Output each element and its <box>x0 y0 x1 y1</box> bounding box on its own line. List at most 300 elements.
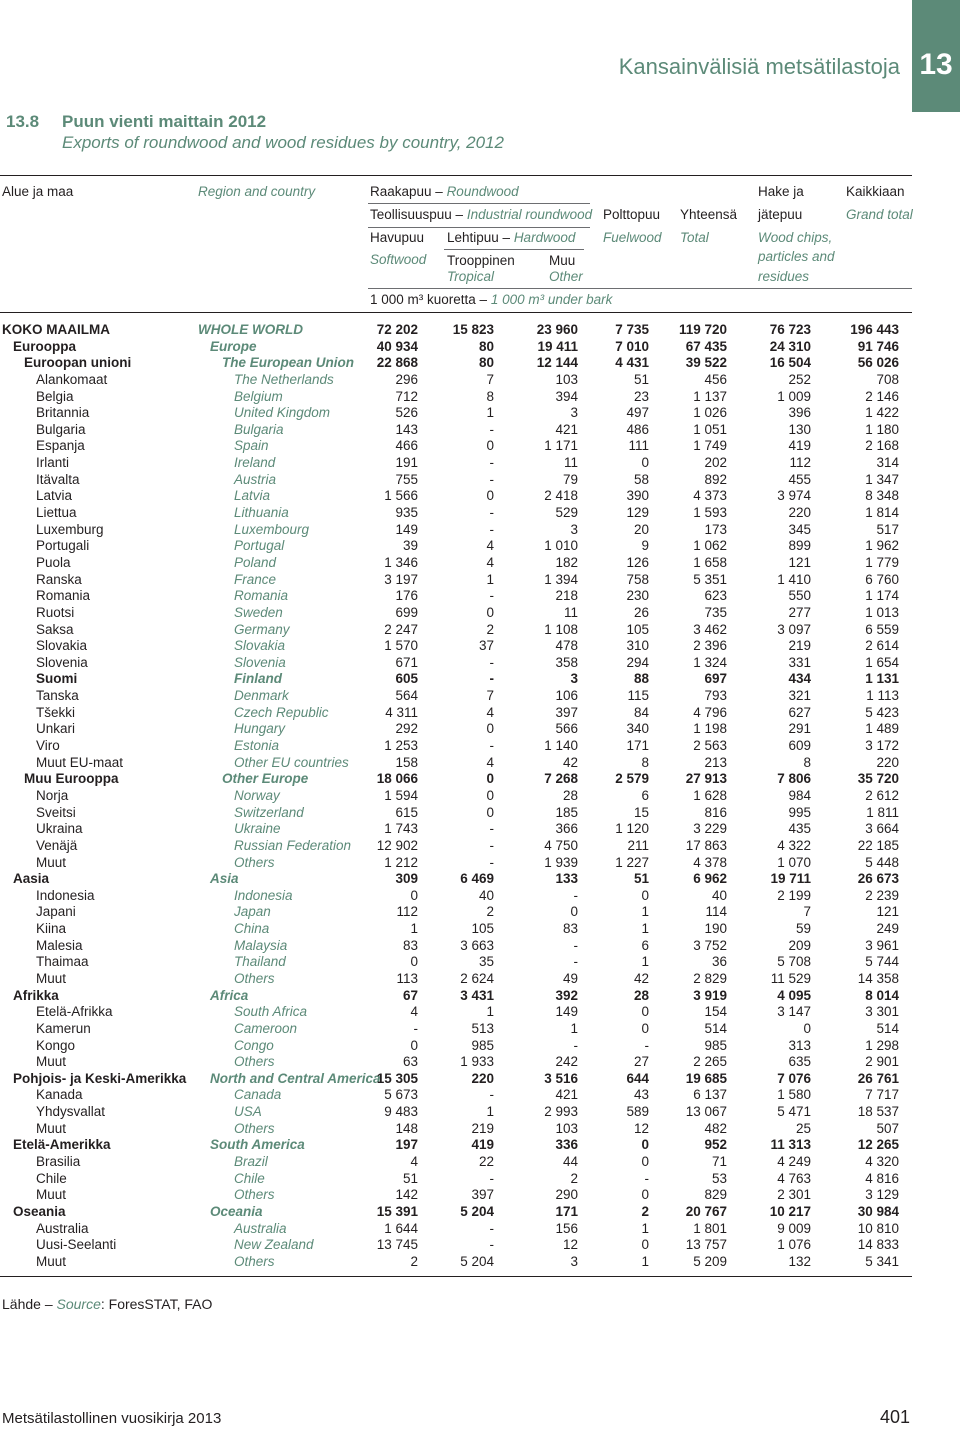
table-row <box>0 805 912 822</box>
row-value: 8 <box>486 388 494 404</box>
row-value: 3 431 <box>460 987 494 1003</box>
row-value: 1 <box>641 954 649 970</box>
row-value: 19 411 <box>537 338 578 354</box>
row-value: - <box>573 937 578 953</box>
col-header-residues: residues <box>758 269 810 284</box>
row-name-en: Lithuania <box>234 505 289 521</box>
table-row <box>0 971 912 988</box>
row-value: - <box>489 654 494 670</box>
row-name-fi: Muut <box>36 1120 67 1136</box>
row-value: - <box>644 1170 649 1186</box>
row-name-fi: Euroopan unioni <box>24 355 132 371</box>
table-row <box>0 505 912 522</box>
row-value: 671 <box>395 654 418 670</box>
row-value: 2 418 <box>544 488 578 504</box>
row-value: 3 961 <box>865 937 899 953</box>
table-row <box>0 1054 912 1071</box>
row-value: 209 <box>788 937 811 953</box>
table-row <box>0 904 912 921</box>
row-name-fi: Kanada <box>36 1087 83 1103</box>
row-value: - <box>489 837 494 853</box>
row-value: 1 811 <box>866 804 899 820</box>
row-value: 1 113 <box>866 688 899 704</box>
row-value: 51 <box>402 1170 418 1186</box>
table-row <box>0 954 912 971</box>
row-name-fi: Liettua <box>36 505 77 521</box>
row-name-fi: Slovenia <box>36 654 88 670</box>
row-name-fi: Afrikka <box>13 987 59 1003</box>
table-row <box>0 871 912 888</box>
row-name-en: Russian Federation <box>234 837 352 853</box>
row-value: 1 <box>641 1253 649 1269</box>
row-value: 0 <box>641 1237 649 1253</box>
row-value: 294 <box>626 654 649 670</box>
row-value: 816 <box>704 804 727 820</box>
col-header-alue: Alue ja maa <box>2 184 74 199</box>
row-value: 1 171 <box>544 438 578 454</box>
row-value: 16 504 <box>769 355 811 371</box>
row-value: 252 <box>788 371 811 387</box>
table-row <box>0 838 912 855</box>
industrial-rule <box>368 227 590 228</box>
table-bottom-rule <box>0 1276 912 1277</box>
row-name-fi: Irlanti <box>36 455 70 471</box>
row-value: 105 <box>471 921 494 937</box>
row-value: 1 347 <box>865 471 899 487</box>
row-value: 30 984 <box>857 1203 899 1219</box>
col-header-grand-total: Grand total <box>846 207 913 222</box>
row-value: 4 763 <box>777 1170 811 1186</box>
row-value: 1 137 <box>693 388 727 404</box>
row-value: - <box>573 1037 578 1053</box>
row-value: 697 <box>704 671 727 687</box>
row-value: 517 <box>876 521 899 537</box>
row-value: - <box>489 505 494 521</box>
row-name-fi: Latvia <box>36 488 73 504</box>
row-value: 220 <box>788 505 811 521</box>
row-value: 394 <box>555 388 578 404</box>
row-name-fi: Viro <box>36 738 60 754</box>
row-name-en: Japan <box>234 904 271 920</box>
col-header-yhteensa: Yhteensä <box>680 207 738 222</box>
row-value: 0 <box>641 887 649 903</box>
row-value: 27 <box>633 1054 649 1070</box>
row-value: 1 743 <box>384 821 418 837</box>
row-value: 995 <box>788 804 811 820</box>
row-value: 758 <box>626 571 649 587</box>
row-value: 1 051 <box>693 421 727 437</box>
row-name-fi: Etelä-Afrikka <box>36 1004 113 1020</box>
row-value: 4 373 <box>693 488 727 504</box>
row-value: 2 <box>486 904 494 920</box>
row-value: 1 801 <box>693 1220 727 1236</box>
row-name-en: South America <box>210 1137 305 1153</box>
row-value: 35 720 <box>857 771 899 787</box>
row-value: 40 <box>478 887 494 903</box>
table-row <box>0 1038 912 1055</box>
row-value: 2 <box>570 1170 578 1186</box>
row-value: 1 566 <box>384 488 418 504</box>
row-name-en: Indonesia <box>234 887 293 903</box>
row-value: 13 745 <box>376 1237 418 1253</box>
row-value: 1 <box>486 1104 494 1120</box>
row-name-fi: Eurooppa <box>13 338 76 354</box>
row-value: 3 301 <box>865 1004 899 1020</box>
row-value: 456 <box>704 371 727 387</box>
row-value: 1 324 <box>693 654 727 670</box>
row-value: 91 746 <box>857 338 899 354</box>
row-name-fi: Muut <box>36 854 67 870</box>
row-value: 80 <box>478 338 494 354</box>
row-name-fi: Ruotsi <box>36 604 75 620</box>
row-value: 112 <box>789 455 811 471</box>
row-value: 4 <box>486 704 494 720</box>
row-value: 3 197 <box>384 571 418 587</box>
row-value: 2 199 <box>777 887 811 903</box>
row-name-fi: Etelä-Amerikka <box>13 1137 111 1153</box>
row-value: 49 <box>562 970 578 986</box>
row-value: 935 <box>395 505 418 521</box>
row-value: 182 <box>555 554 578 570</box>
row-value: 1 628 <box>693 787 727 803</box>
row-value: 7 <box>803 904 811 920</box>
row-value: 644 <box>626 1070 649 1086</box>
row-value: - <box>413 1020 418 1036</box>
table-number: 13.8 <box>6 112 40 131</box>
row-value: 176 <box>395 588 418 604</box>
col-header-particles: particles and <box>758 249 835 264</box>
row-value: 952 <box>704 1137 727 1153</box>
row-name-en: Switzerland <box>234 804 304 820</box>
row-value: 1 009 <box>777 388 811 404</box>
row-value: 793 <box>704 688 727 704</box>
row-name-en: Belgium <box>234 388 283 404</box>
row-value: 1 120 <box>615 821 649 837</box>
row-value: 290 <box>555 1187 578 1203</box>
row-value: 550 <box>788 588 811 604</box>
row-name-fi: Uusi-Seelanti <box>36 1237 117 1253</box>
unit-label: 1 000 m³ kuoretta – 1 000 m³ under bark <box>370 292 613 307</box>
col-header-total: Total <box>680 230 709 245</box>
row-value: 4 320 <box>865 1154 899 1170</box>
row-value: 230 <box>626 588 649 604</box>
row-value: 627 <box>788 704 811 720</box>
row-value: 605 <box>395 671 418 687</box>
row-value: 309 <box>395 871 418 887</box>
row-value: 482 <box>704 1120 727 1136</box>
row-value: 126 <box>626 554 649 570</box>
row-value: 291 <box>788 721 811 737</box>
row-value: 5 209 <box>693 1253 727 1269</box>
row-value: 83 <box>562 921 578 937</box>
row-value: 79 <box>562 471 578 487</box>
row-value: 23 <box>633 388 649 404</box>
row-value: - <box>573 887 578 903</box>
row-value: 173 <box>704 521 727 537</box>
row-value: 220 <box>471 1070 494 1086</box>
row-value: 755 <box>395 471 418 487</box>
row-value: 105 <box>626 621 649 637</box>
row-value: 1 174 <box>865 588 899 604</box>
row-name-en: Asia <box>210 871 239 887</box>
row-name-fi: Muut <box>36 1253 67 1269</box>
row-value: 313 <box>788 1037 811 1053</box>
table-row <box>0 1071 912 1088</box>
row-value: 15 <box>633 804 649 820</box>
row-value: 2 614 <box>865 638 899 654</box>
row-name-en: Other Europe <box>222 771 309 787</box>
row-name-fi: Norja <box>36 787 69 803</box>
row-name-en: USA <box>234 1104 262 1120</box>
row-value: 314 <box>876 455 899 471</box>
row-name-en: Estonia <box>234 738 280 754</box>
table-row <box>0 771 912 788</box>
row-name-en: Brazil <box>234 1154 268 1170</box>
col-header-region: Region and country <box>198 184 316 199</box>
row-value: 20 <box>633 521 649 537</box>
table-row <box>0 339 912 356</box>
row-name-en: Ireland <box>234 455 276 471</box>
row-name-en: Others <box>234 1253 275 1269</box>
row-value: 1 939 <box>544 854 578 870</box>
row-value: 1 593 <box>693 505 727 521</box>
row-value: 22 868 <box>376 355 418 371</box>
row-value: 2 <box>410 1253 418 1269</box>
row-value: 11 <box>563 604 578 620</box>
row-value: 58 <box>633 471 649 487</box>
row-value: 6 559 <box>865 621 899 637</box>
table-row <box>0 472 912 489</box>
table-title-en: Exports of roundwood and wood residues by country, 2012 <box>62 133 504 152</box>
row-value: 3 <box>570 1253 578 1269</box>
row-value: 1 <box>486 571 494 587</box>
row-value: 3 516 <box>544 1070 578 1086</box>
row-value: 106 <box>555 688 578 704</box>
row-name-fi: Saksa <box>36 621 74 637</box>
row-value: 1 026 <box>693 405 727 421</box>
row-name-fi: Alankomaat <box>36 371 108 387</box>
row-value: 11 313 <box>770 1137 811 1153</box>
row-value: 190 <box>704 921 727 937</box>
row-value: 455 <box>788 471 811 487</box>
row-value: 735 <box>704 604 727 620</box>
row-value: 1 <box>570 1020 578 1036</box>
row-value: 609 <box>788 738 811 754</box>
row-name-fi: Puola <box>36 554 71 570</box>
row-value: 2 901 <box>865 1054 899 1070</box>
row-value: 2 239 <box>865 887 899 903</box>
table-row <box>0 1121 912 1138</box>
row-name-fi: Romania <box>36 588 91 604</box>
row-value: 2 624 <box>460 970 494 986</box>
row-name-fi: Indonesia <box>36 887 95 903</box>
row-name-fi: Kiina <box>36 921 67 937</box>
row-value: 1 580 <box>777 1087 811 1103</box>
row-value: - <box>489 471 494 487</box>
table-row <box>0 355 912 372</box>
row-value: 296 <box>395 371 418 387</box>
row-value: 0 <box>641 1137 649 1153</box>
row-value: 39 522 <box>685 355 727 371</box>
row-value: 6 469 <box>460 871 494 887</box>
row-value: 28 <box>562 787 578 803</box>
row-value: 12 <box>562 1237 578 1253</box>
row-value: 19 685 <box>685 1070 727 1086</box>
hardwood-rule <box>444 249 584 250</box>
row-name-fi: Slovakia <box>36 638 88 654</box>
row-value: 15 391 <box>376 1203 418 1219</box>
row-value: 7 <box>486 371 494 387</box>
row-value: 59 <box>795 921 811 937</box>
row-value: 5 448 <box>865 854 899 870</box>
row-value: 4 378 <box>693 854 727 870</box>
row-value: 40 934 <box>376 338 418 354</box>
row-name-en: Africa <box>210 987 249 1003</box>
row-name-en: Malaysia <box>234 937 288 953</box>
row-name-en: Slovakia <box>234 638 286 654</box>
table-top-rule <box>0 175 912 176</box>
row-value: 1 010 <box>544 538 578 554</box>
row-value: 1 <box>486 1004 494 1020</box>
row-value: 4 796 <box>693 704 727 720</box>
row-value: 1 962 <box>865 538 899 554</box>
row-value: 1 <box>641 921 649 937</box>
row-name-fi: Kongo <box>36 1037 76 1053</box>
row-value: 566 <box>555 721 578 737</box>
row-value: 14 833 <box>857 1237 899 1253</box>
row-value: 4 <box>486 554 494 570</box>
row-value: 83 <box>402 937 418 953</box>
row-value: 0 <box>486 604 494 620</box>
row-value: 708 <box>876 371 899 387</box>
row-value: 1 108 <box>544 621 578 637</box>
row-value: 149 <box>395 521 418 537</box>
row-value: 202 <box>704 455 727 471</box>
row-name-fi: Australia <box>36 1220 89 1236</box>
col-header-tropical: Tropical <box>447 269 495 284</box>
row-name-en: The Netherlands <box>234 371 334 387</box>
row-value: 56 026 <box>857 355 899 371</box>
table-row <box>0 455 912 472</box>
row-name-en: United Kingdom <box>234 405 331 421</box>
row-name-en: Czech Republic <box>234 704 329 720</box>
table-row <box>0 1137 912 1154</box>
row-value: 249 <box>876 921 899 937</box>
row-name-en: Finland <box>234 671 282 687</box>
row-name-en: Sweden <box>234 604 283 620</box>
row-value: 0 <box>486 787 494 803</box>
row-value: 149 <box>555 1004 578 1020</box>
row-value: 67 <box>402 987 418 1003</box>
col-header-trooppinen: Trooppinen <box>447 253 515 268</box>
row-value: 0 <box>641 1004 649 1020</box>
row-value: 0 <box>486 721 494 737</box>
row-value: 219 <box>471 1120 494 1136</box>
row-value: 390 <box>626 488 649 504</box>
row-value: 158 <box>395 754 418 770</box>
row-value: 310 <box>626 638 649 654</box>
row-value: 0 <box>641 455 649 471</box>
row-value: 1 227 <box>615 854 649 870</box>
row-value: 10 217 <box>769 1203 811 1219</box>
row-value: 564 <box>395 688 418 704</box>
table-row <box>0 538 912 555</box>
row-value: 63 <box>402 1054 418 1070</box>
row-value: 1 131 <box>865 671 899 687</box>
row-value: 7 806 <box>777 771 811 787</box>
row-value: 1 013 <box>865 604 899 620</box>
row-name-fi: Kamerun <box>36 1020 91 1036</box>
row-value: 7 076 <box>777 1070 811 1086</box>
row-name-en: Others <box>234 1187 275 1203</box>
table-row <box>0 1021 912 1038</box>
row-value: 130 <box>788 421 811 437</box>
row-name-en: Other EU countries <box>234 754 349 770</box>
table-row <box>0 389 912 406</box>
row-value: 12 902 <box>376 837 418 853</box>
row-value: 985 <box>704 1037 727 1053</box>
row-value: 4 <box>410 1154 418 1170</box>
row-value: 18 066 <box>376 771 418 787</box>
row-name-en: Hungary <box>234 721 286 737</box>
row-value: 103 <box>555 1120 578 1136</box>
table-row <box>0 488 912 505</box>
row-value: 1 298 <box>865 1037 899 1053</box>
row-value: 133 <box>555 871 578 887</box>
row-value: 292 <box>395 721 418 737</box>
row-value: 1 198 <box>693 721 727 737</box>
table-row <box>0 1104 912 1121</box>
row-value: 154 <box>704 1004 727 1020</box>
row-value: 526 <box>395 405 418 421</box>
table-row <box>0 938 912 955</box>
row-name-fi: Sveitsi <box>36 804 76 820</box>
row-value: 397 <box>555 704 578 720</box>
row-name-en: North and Central America <box>210 1070 381 1086</box>
table-row <box>0 1187 912 1204</box>
col-header-lehtipuu: Lehtipuu – Hardwood <box>447 230 576 245</box>
row-value: 25 <box>795 1120 811 1136</box>
row-value: 103 <box>555 371 578 387</box>
row-name-fi: Muut EU-maat <box>36 754 124 770</box>
row-value: 218 <box>555 588 578 604</box>
row-value: 51 <box>633 371 649 387</box>
row-value: 5 471 <box>777 1104 811 1120</box>
row-value: 7 010 <box>615 338 649 354</box>
row-value: 419 <box>788 438 811 454</box>
row-value: 6 <box>641 937 649 953</box>
row-value: 4 <box>410 1004 418 1020</box>
row-value: 1 <box>641 904 649 920</box>
row-value: 51 <box>633 871 649 887</box>
row-value: 211 <box>627 837 649 853</box>
row-value: 623 <box>704 588 727 604</box>
row-value: 529 <box>555 505 578 521</box>
row-value: 42 <box>562 754 578 770</box>
row-value: 4 249 <box>777 1154 811 1170</box>
row-value: - <box>489 671 494 687</box>
col-header-fuelwood: Fuelwood <box>603 230 662 245</box>
row-value: 2 829 <box>693 970 727 986</box>
row-value: 514 <box>704 1020 727 1036</box>
row-value: 466 <box>395 438 418 454</box>
row-value: 892 <box>704 471 727 487</box>
row-value: 213 <box>704 754 727 770</box>
footer-publication: Metsätilastollinen vuosikirja 2013 <box>2 1410 222 1427</box>
row-value: 11 <box>563 455 578 471</box>
col-header-wood-chips: Wood chips, <box>758 230 833 245</box>
row-value: 331 <box>788 654 811 670</box>
